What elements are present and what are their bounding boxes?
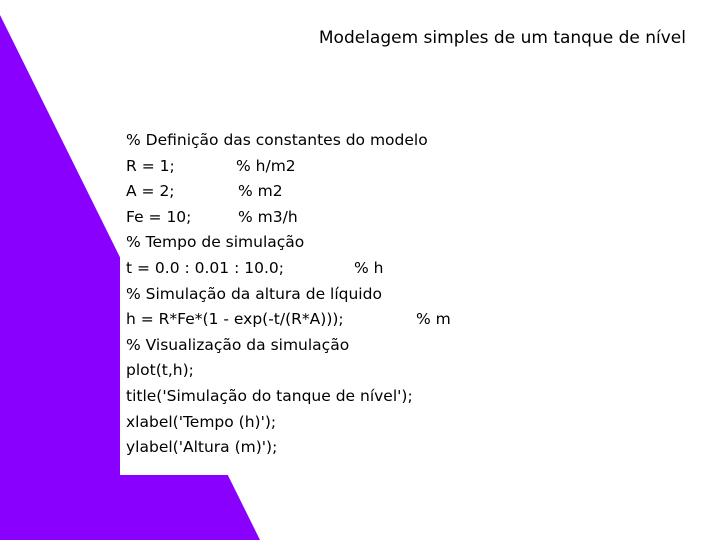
code-line xyxy=(126,307,451,333)
code-text: A = 2; xyxy=(126,182,175,201)
code-line xyxy=(126,333,428,359)
code-text: t = 0.0 : 0.01 : 10.0; xyxy=(126,258,284,277)
code-line xyxy=(126,384,428,410)
code-text: ylabel('Altura (m)'); xyxy=(126,438,278,457)
inline-comment: % m3/h xyxy=(238,207,298,226)
code-text: plot(t,h); xyxy=(126,361,194,380)
code-text: % Tempo de simulação xyxy=(126,233,305,252)
code-text: h = R*Fe*(1 - exp(-t/(R*A))); xyxy=(126,310,344,329)
code-line xyxy=(126,128,428,154)
code-line xyxy=(126,358,428,384)
code-text: % Definição das constantes do modelo xyxy=(126,131,428,149)
inline-comment: % h xyxy=(354,258,384,277)
code-line xyxy=(126,256,428,282)
inline-comment: % m xyxy=(416,310,451,329)
code-text: % Simulação da altura de líquido xyxy=(126,284,382,303)
slide-title: Modelagem simples de um tanque de nível xyxy=(318,28,686,48)
code-text: xlabel('Tempo (h)'); xyxy=(126,412,277,431)
code-line xyxy=(126,282,428,308)
code-line xyxy=(126,179,428,205)
code-line xyxy=(126,435,428,461)
code-line xyxy=(126,154,428,180)
code-text: title('Simulação do tanque de nível'); xyxy=(126,386,413,405)
code-text: R = 1; xyxy=(126,156,175,175)
code-text: Fe = 10; xyxy=(126,207,192,226)
code-line xyxy=(126,230,428,256)
matlab-code-block xyxy=(126,128,451,461)
code-line xyxy=(126,205,428,231)
inline-comment: % m2 xyxy=(238,182,283,201)
inline-comment: % h/m2 xyxy=(236,156,296,175)
code-line xyxy=(126,410,428,436)
code-text: % Visualização da simulação xyxy=(126,335,350,354)
